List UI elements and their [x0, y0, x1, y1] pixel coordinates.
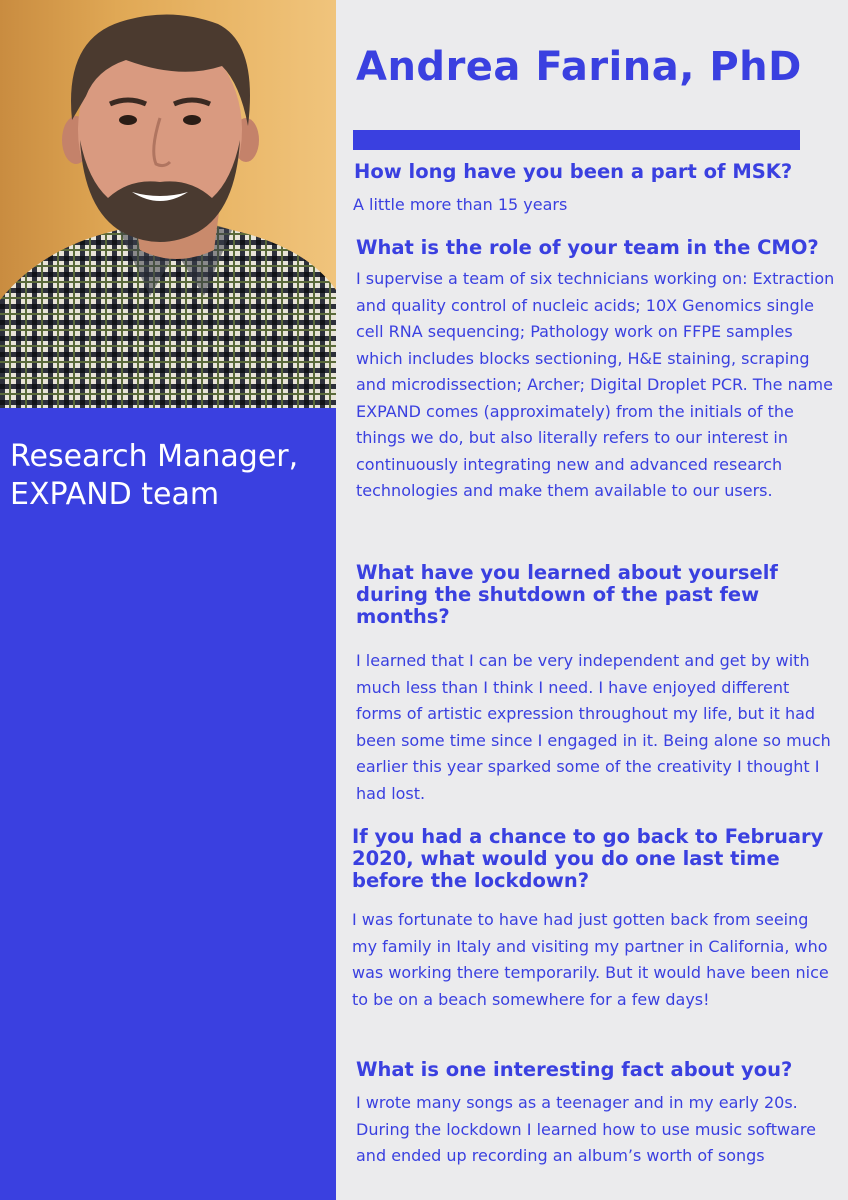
answer-2: I supervise a team of six technicians working on: Extraction and quality control of nucleic acids; 10X Genomics single cell RNA sequencing; Pathology work on FFPE samples which includes blocks sectioning, H&E staining, scraping and microdissection; Archer; Digital Droplet PCR. The name EXPAND comes (approximately) from the initials of the things we do, but also literally refers to our interest in continuously integrating new and advanced research technologies and make them available to our users. [356, 269, 835, 500]
title-divider [353, 130, 800, 150]
role-title: Research Manager, EXPAND team [10, 439, 299, 512]
main-content [336, 0, 848, 1200]
question-5: What is one interesting fact about you? [356, 1058, 793, 1081]
left-sidebar [0, 0, 336, 1200]
question-2: What is the role of your team in the CMO? [356, 236, 819, 259]
portrait-illustration [0, 0, 336, 408]
answer-4: I was fortunate to have had just gotten back from seeing my family in Italy and visiting my partner in California, who was working there temporarily. But it would have been nice to be on a beach somewhere for a few days! [352, 910, 829, 1009]
person-name: Andrea Farina, PhD [356, 44, 802, 90]
portrait-photo [0, 0, 336, 408]
answer-1: A little more than 15 years [353, 195, 568, 214]
answer-3: I learned that I can be very independent and get by with much less than I think I need. I have enjoyed different forms of artistic expression throughout my life, but it had been some time since I engaged in it. Being alone so much earlier this year sparked some of the creativity I thought I had lost. [356, 651, 831, 803]
answer-5: I wrote many songs as a teenager and in my early 20s. During the lockdown I learned how to use music software and ended up recording an album’s worth of songs [356, 1093, 816, 1165]
question-4: If you had a chance to go back to February 2020, what would you do one last time before the lockdown? [352, 825, 824, 892]
question-3: What have you learned about yourself during the shutdown of the past few months? [356, 561, 778, 628]
question-1: How long have you been a part of MSK? [354, 160, 793, 183]
